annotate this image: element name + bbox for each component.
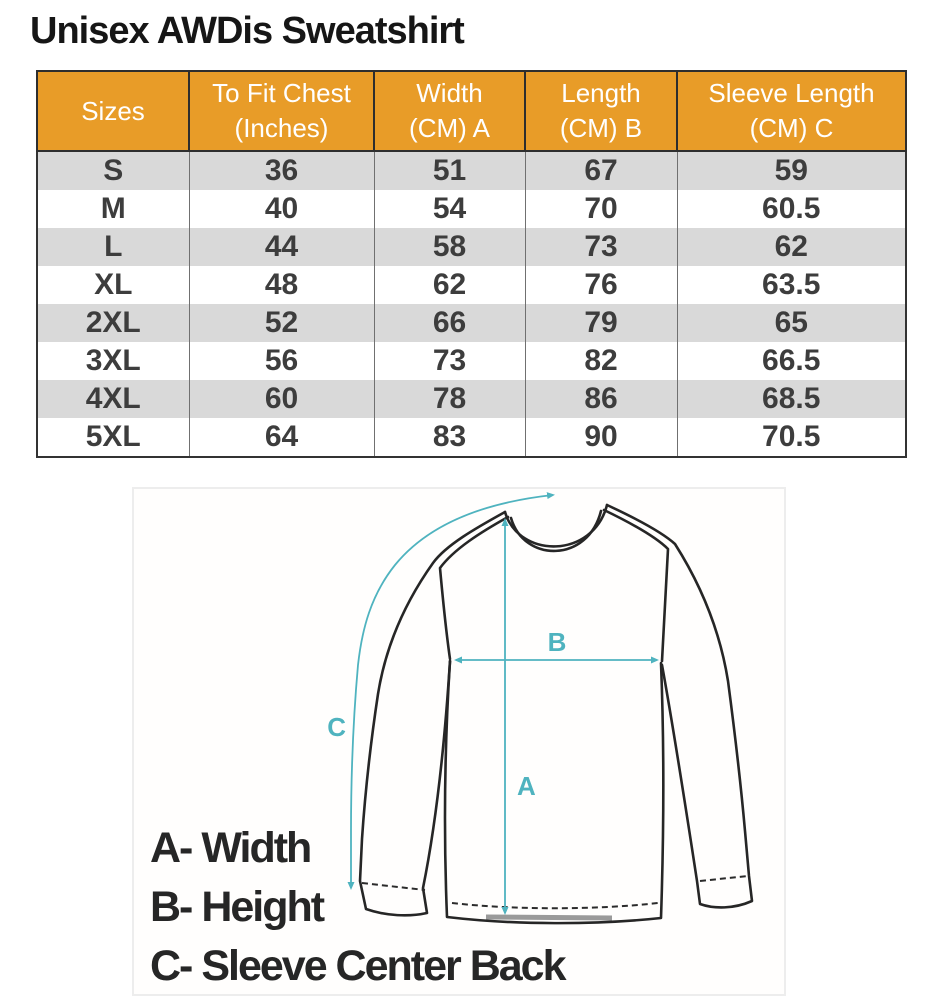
cell-size: 5XL [37,418,189,457]
cell-width: 62 [374,266,525,304]
table-row [37,266,906,304]
legend-width: A- Width [150,824,311,872]
arrow-label-b: B [547,627,567,657]
cell-sleeve: 62 [677,228,906,266]
cell-length: 86 [525,380,677,418]
cell-length: 76 [525,266,677,304]
cell-length: 70 [525,190,677,228]
cell-sleeve: 63.5 [677,266,906,304]
legend-sleeve: C- Sleeve Center Back [150,942,565,990]
table-row [37,342,906,380]
col-header-sizes: Sizes [37,71,189,151]
cell-length: 67 [525,151,677,190]
cell-sleeve: 70.5 [677,418,906,457]
cell-chest: 40 [189,190,374,228]
measurement-legend [150,819,565,996]
page-title: Unisex AWDis Sweatshirt [30,10,464,52]
arrow-label-a: A [517,771,536,801]
cell-width: 83 [374,418,525,457]
cell-width: 51 [374,151,525,190]
cell-sleeve: 60.5 [677,190,906,228]
cell-chest: 52 [189,304,374,342]
cell-width: 78 [374,380,525,418]
cell-length: 79 [525,304,677,342]
cell-sleeve: 66.5 [677,342,906,380]
col-header-sleeve: Sleeve Length (CM) C [677,71,906,151]
cell-chest: 64 [189,418,374,457]
table-row [37,304,906,342]
cell-chest: 48 [189,266,374,304]
cell-sleeve: 59 [677,151,906,190]
col-header-length: Length (CM) B [525,71,677,151]
size-chart-body [37,151,906,457]
cell-sleeve: 65 [677,304,906,342]
cell-size: 4XL [37,380,189,418]
cell-width: 66 [374,304,525,342]
table-row [37,190,906,228]
size-chart-table [36,70,907,458]
table-row [37,380,906,418]
cell-length: 90 [525,418,677,457]
legend-height: B- Height [150,883,324,931]
cell-size: 3XL [37,342,189,380]
cell-size: 2XL [37,304,189,342]
table-row [37,418,906,457]
cell-sleeve: 68.5 [677,380,906,418]
cell-size: XL [37,266,189,304]
cell-width: 58 [374,228,525,266]
cell-chest: 60 [189,380,374,418]
cell-length: 82 [525,342,677,380]
size-chart-header [37,71,906,151]
cell-width: 73 [374,342,525,380]
arrow-label-c: C [327,712,346,742]
cell-width: 54 [374,190,525,228]
table-row [37,228,906,266]
cell-chest: 44 [189,228,374,266]
table-row [37,151,906,190]
cell-size: L [37,228,189,266]
measurement-diagram [132,487,786,996]
col-header-chest: To Fit Chest (Inches) [189,71,374,151]
header-row [37,71,906,151]
cell-chest: 36 [189,151,374,190]
cell-chest: 56 [189,342,374,380]
cell-size: S [37,151,189,190]
cell-size: M [37,190,189,228]
cell-length: 73 [525,228,677,266]
col-header-width: Width (CM) A [374,71,525,151]
